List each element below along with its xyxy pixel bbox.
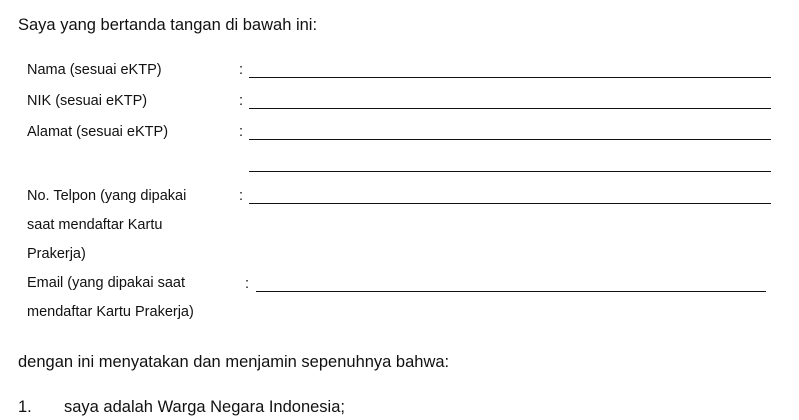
- label-telpon-line-3: Prakerja): [27, 246, 86, 262]
- colon-telpon: :: [239, 188, 244, 204]
- colon-nama: :: [239, 62, 244, 78]
- colon-nik: :: [239, 93, 244, 109]
- input-line-alamat-2[interactable]: [249, 171, 771, 172]
- input-line-nama[interactable]: [249, 77, 771, 78]
- colon-alamat: :: [239, 124, 244, 140]
- input-line-alamat-1[interactable]: [249, 139, 771, 140]
- label-alamat: Alamat (sesuai eKTP): [27, 124, 169, 140]
- label-telpon-line-1: No. Telpon (yang dipakai: [27, 188, 187, 204]
- label-nik: NIK (sesuai eKTP): [27, 93, 148, 109]
- list-item-number: 1.: [18, 398, 32, 416]
- label-nama: Nama (sesuai eKTP): [27, 62, 162, 78]
- input-line-email[interactable]: [256, 291, 766, 292]
- label-telpon-line-2: saat mendaftar Kartu: [27, 217, 163, 233]
- input-line-telpon[interactable]: [249, 203, 771, 204]
- intro-text: Saya yang bertanda tangan di bawah ini:: [18, 16, 318, 34]
- list-item-text: saya adalah Warga Negara Indonesia;: [64, 398, 345, 416]
- label-email-line-2: mendaftar Kartu Prakerja): [27, 304, 194, 320]
- input-line-nik[interactable]: [249, 108, 771, 109]
- statement-text: dengan ini menyatakan dan menjamin sepenuhnya bahwa:: [18, 353, 450, 371]
- label-email-line-1: Email (yang dipakai saat: [27, 275, 185, 291]
- colon-email: :: [245, 276, 250, 292]
